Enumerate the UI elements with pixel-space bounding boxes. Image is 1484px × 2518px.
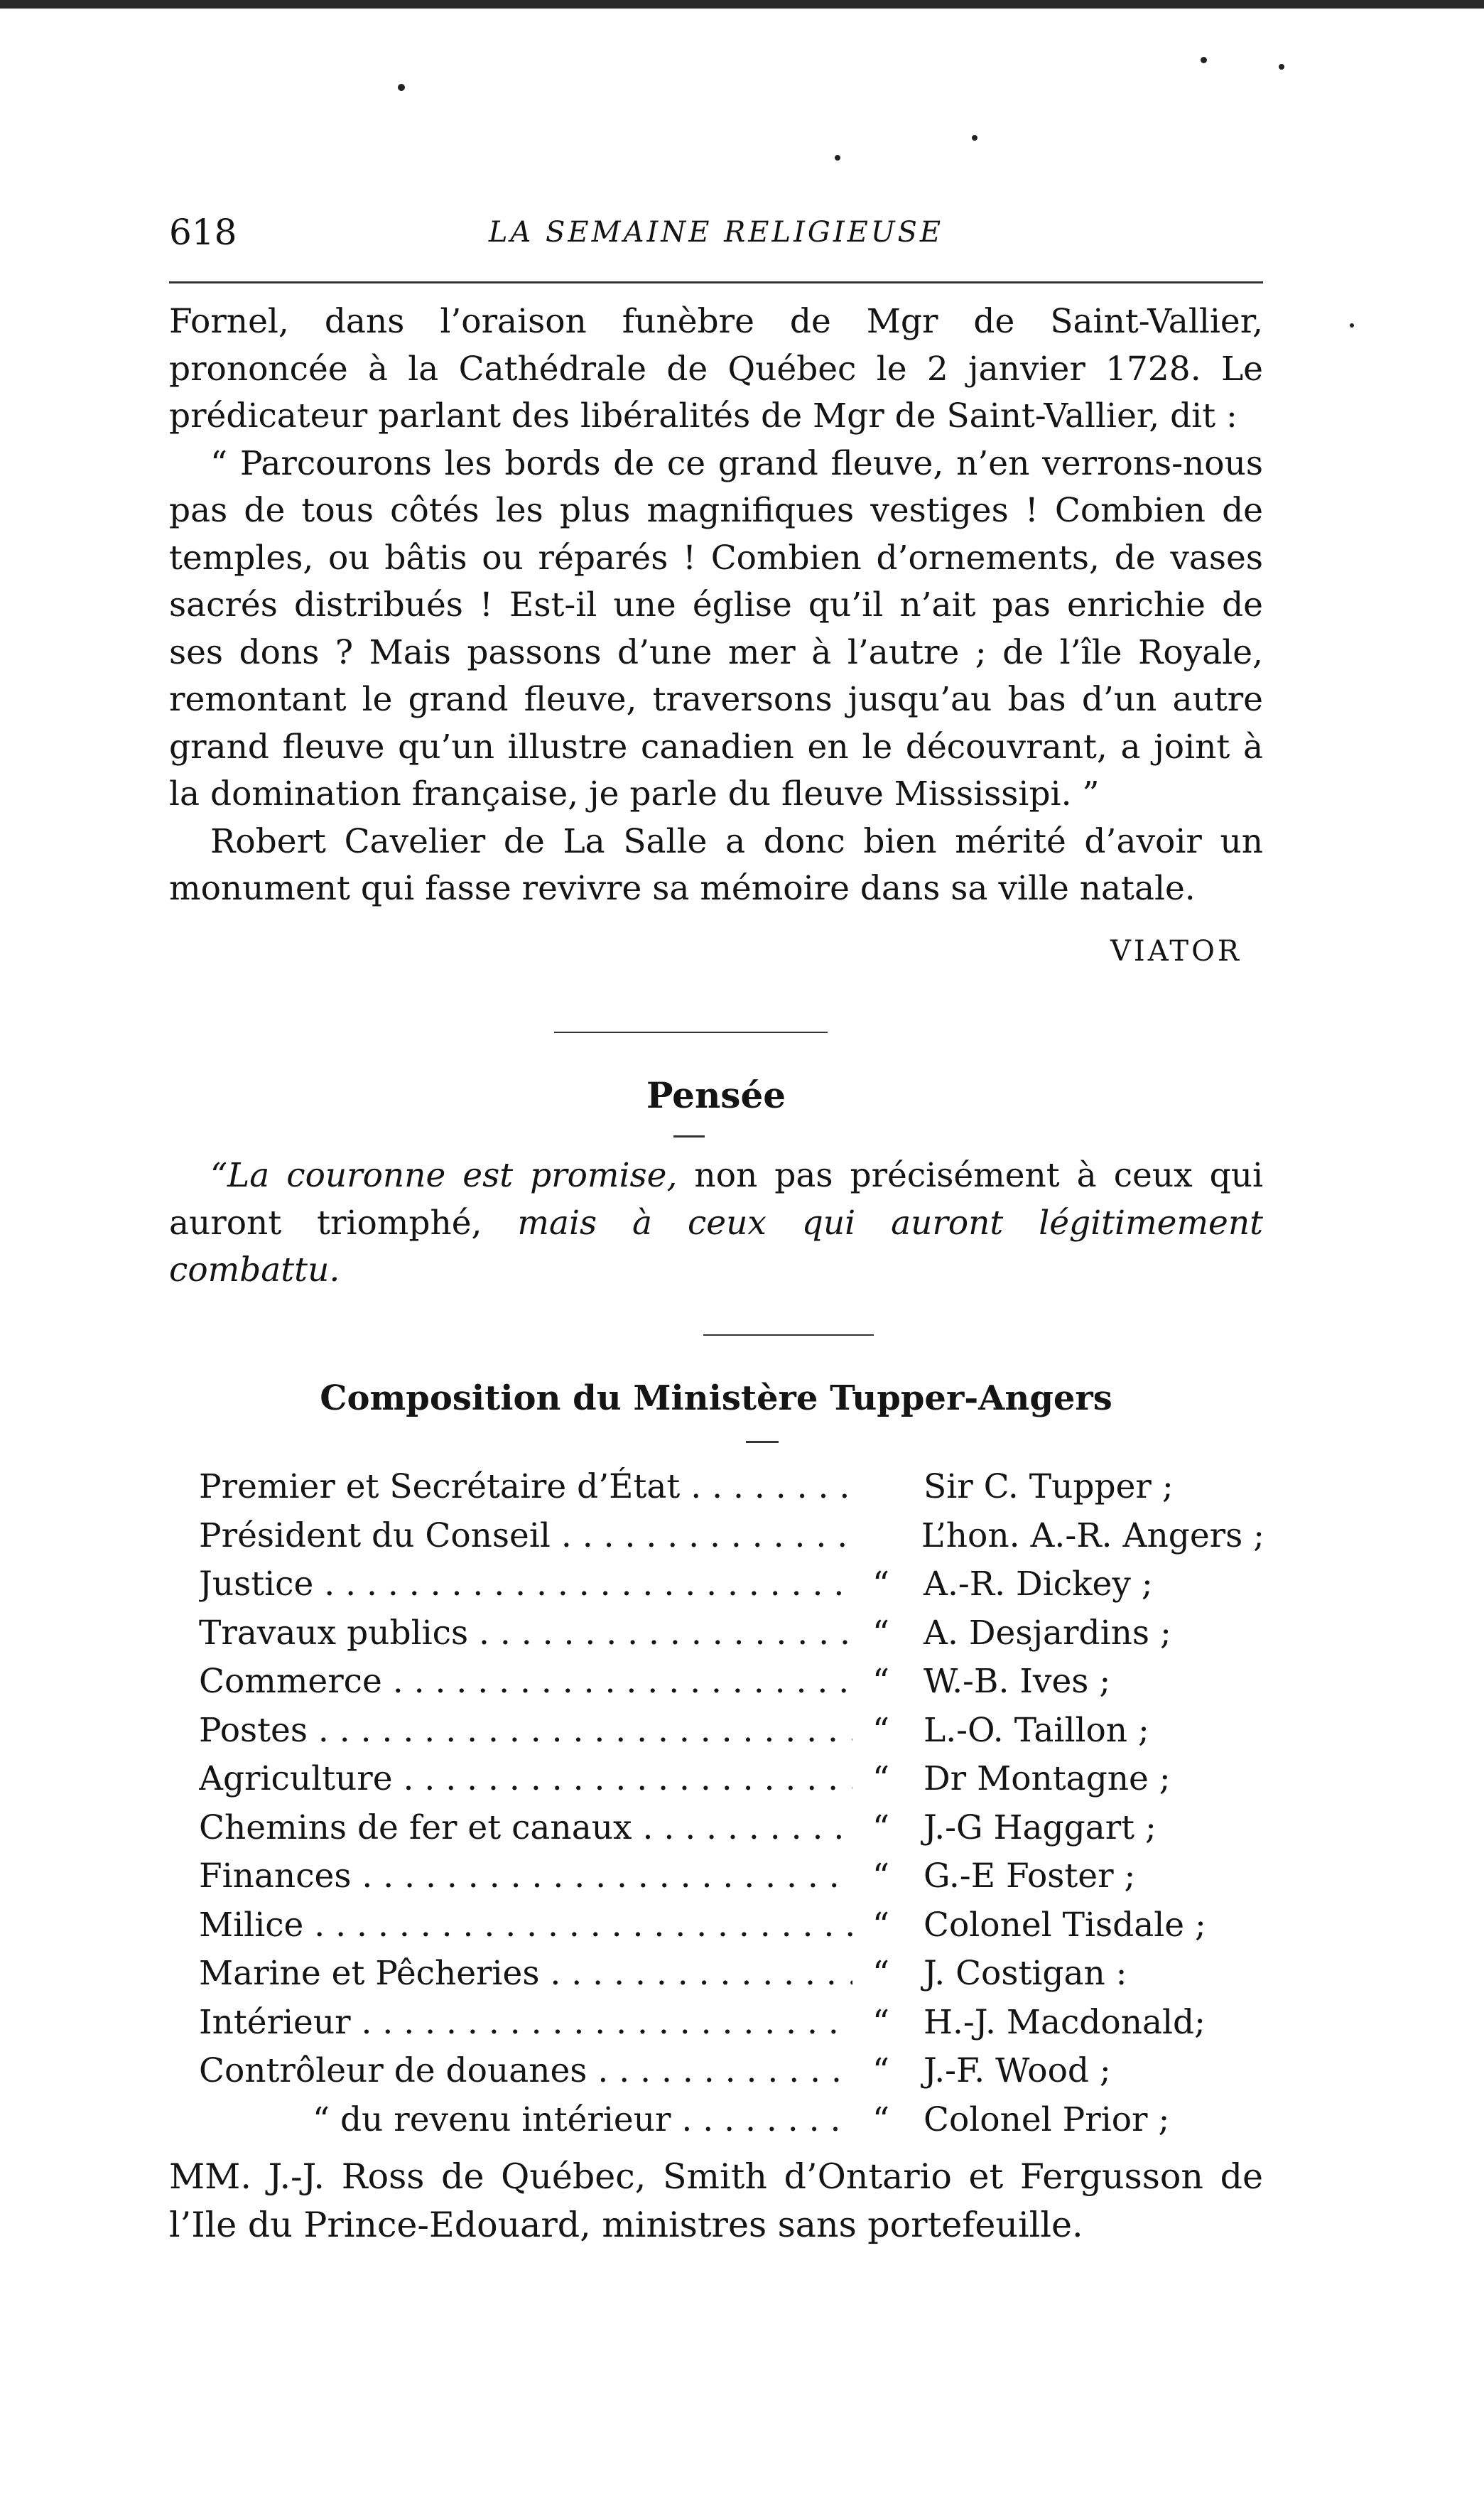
post-label: Intérieur . . . xyxy=(199,2003,852,2042)
ditto-mark: “ xyxy=(872,1565,890,1604)
ministry-row xyxy=(199,1954,1264,2003)
post-label: Agriculture . . . xyxy=(199,1759,852,1798)
paragraph: Fornel, dans l’oraison funèbre de Mgr de Saint-Vallier, prononcée à la Cathédrale de Québec le 2 janvier 1728. Le prédicateur parlant des libéralités de Mgr de Saint-Vallier, dit : xyxy=(169,302,1263,436)
signature: VIATOR xyxy=(1110,935,1242,968)
page-number: 618 xyxy=(169,212,237,253)
ministry-row xyxy=(199,1565,1264,1614)
ministry-row xyxy=(199,2051,1264,2100)
minister-name: L.-O. Taillon ; xyxy=(924,1710,1149,1750)
post-label: Finances . . . xyxy=(199,1857,852,1896)
scan-speck xyxy=(398,84,405,91)
running-title: LA SEMAINE RELIGIEUSE xyxy=(488,216,944,249)
post-label: Marine et Pêcheries . . . xyxy=(199,1954,852,1993)
page-header xyxy=(169,212,1263,254)
minister-name: Dr Montagne ; xyxy=(924,1759,1171,1798)
ministry-row xyxy=(199,2003,1264,2052)
scan-speck xyxy=(835,155,840,161)
minister-name: G.-E Foster ; xyxy=(924,1857,1136,1896)
ministry-row xyxy=(199,1906,1264,1955)
ditto-mark: “ xyxy=(872,1662,890,1701)
ditto-mark: “ xyxy=(872,1613,890,1653)
ministry-row xyxy=(199,1857,1264,1906)
ministry-row xyxy=(199,1467,1264,1516)
post-label: Justice . . . xyxy=(199,1565,852,1604)
ditto-mark: “ xyxy=(872,1857,890,1896)
ditto-mark: “ xyxy=(872,1954,890,1993)
ditto-mark: “ xyxy=(872,1905,890,1945)
post-label: Contrôleur de douanes . . . xyxy=(199,2051,852,2090)
pensee-title: Pensée xyxy=(646,1074,786,1116)
minister-name: L’hon. A.-R. Angers ; xyxy=(921,1515,1264,1555)
minister-name: Sir C. Tupper ; xyxy=(924,1467,1174,1506)
ditto-mark: “ xyxy=(872,1808,890,1847)
minister-name: J. Costigan : xyxy=(924,1954,1127,1993)
paragraph: Robert Cavelier de La Salle a donc bien mérité d’avoir un monument qui fasse revivre sa mémoire dans sa ville natale. xyxy=(169,821,1263,908)
post-label: Travaux publics . . . xyxy=(199,1614,852,1653)
ditto-mark: “ xyxy=(872,1759,890,1798)
ministry-row xyxy=(199,1662,1264,1711)
ditto-mark: “ xyxy=(872,2100,890,2139)
minister-name: A. Desjardins ; xyxy=(924,1613,1171,1653)
scan-speck xyxy=(1350,323,1354,328)
minister-name: A.-R. Dickey ; xyxy=(924,1565,1153,1604)
post-label: Postes . . . xyxy=(199,1711,852,1750)
section-divider xyxy=(554,1032,828,1033)
minister-name: Colonel Prior ; xyxy=(924,2100,1170,2139)
section-divider xyxy=(703,1334,874,1336)
post-label: “ du revenu intérieur . . . xyxy=(199,2100,852,2139)
quote-italic-end: mais à ceux qui auront légitimement combattu. xyxy=(169,1203,1264,1290)
closing-note xyxy=(169,2153,1263,2249)
closing-paragraph: MM. J.-J. Ross de Québec, Smith d’Ontario et Fergusson de l’Ile du Prince-Edouard, ministres sans portefeuille. xyxy=(169,2156,1263,2245)
ministry-row xyxy=(199,2100,1264,2149)
ministry-list xyxy=(199,1467,1264,2149)
quote-italic: “La couronne est promise, xyxy=(210,1156,678,1195)
scan-speck xyxy=(1279,64,1284,70)
minister-name: Colonel Tisdale ; xyxy=(924,1905,1206,1945)
ministry-title: Composition du Ministère Tupper-Angers xyxy=(320,1378,1112,1418)
article-body xyxy=(169,298,1263,913)
minister-name: J.-G Haggart ; xyxy=(924,1808,1157,1847)
quote-regular: non pas précisément à ceux qui auront triomphé, xyxy=(169,1156,1263,1243)
ministry-row xyxy=(199,1711,1264,1760)
title-dash xyxy=(673,1135,705,1138)
post-label: Commerce . . . xyxy=(199,1662,852,1701)
ministry-row xyxy=(199,1614,1264,1663)
scan-speck xyxy=(972,135,977,141)
pensee-quote xyxy=(169,1152,1263,1295)
ministry-row xyxy=(199,1808,1264,1857)
post-label: Premier et Secrétaire d’État . . . xyxy=(199,1467,852,1506)
post-label: Chemins de fer et canaux . . . xyxy=(199,1808,852,1847)
ditto-mark: “ xyxy=(872,2002,890,2042)
scan-speck xyxy=(1201,57,1207,63)
post-label: Président du Conseil . . . xyxy=(199,1516,850,1555)
ministry-row xyxy=(199,1516,1264,1565)
post-label: Milice . . . xyxy=(199,1906,852,1945)
header-rule xyxy=(169,281,1263,283)
title-dash xyxy=(746,1441,779,1443)
minister-name: J.-F. Wood ; xyxy=(924,2051,1111,2090)
quotation-paragraph: “ Parcourons les bords de ce grand fleuve, n’en verrons-nous pas de tous côtés les plus magnifiques vestiges ! Combien de temples, ou bâtis ou réparés ! Combien d’ornements, de vases sacrés distribués ! Est-il une église qu’il n’ait pas enrichie de ses dons ? Mais passons d’une mer à l’autre ; de l’île Royale, remontant le grand fleuve, traversons jusqu’au bas d’un autre grand fleuve qu’un illustre canadien en le découvrant, a joint à la domination française, je parle du fleuve Mississipi. ” xyxy=(169,443,1263,814)
minister-name: W.-B. Ives ; xyxy=(924,1662,1111,1701)
scan-top-edge xyxy=(0,0,1484,9)
ditto-mark: “ xyxy=(872,2051,890,2090)
minister-name: H.-J. Macdonald; xyxy=(924,2002,1206,2042)
ditto-mark: “ xyxy=(872,1710,890,1750)
ministry-row xyxy=(199,1759,1264,1808)
